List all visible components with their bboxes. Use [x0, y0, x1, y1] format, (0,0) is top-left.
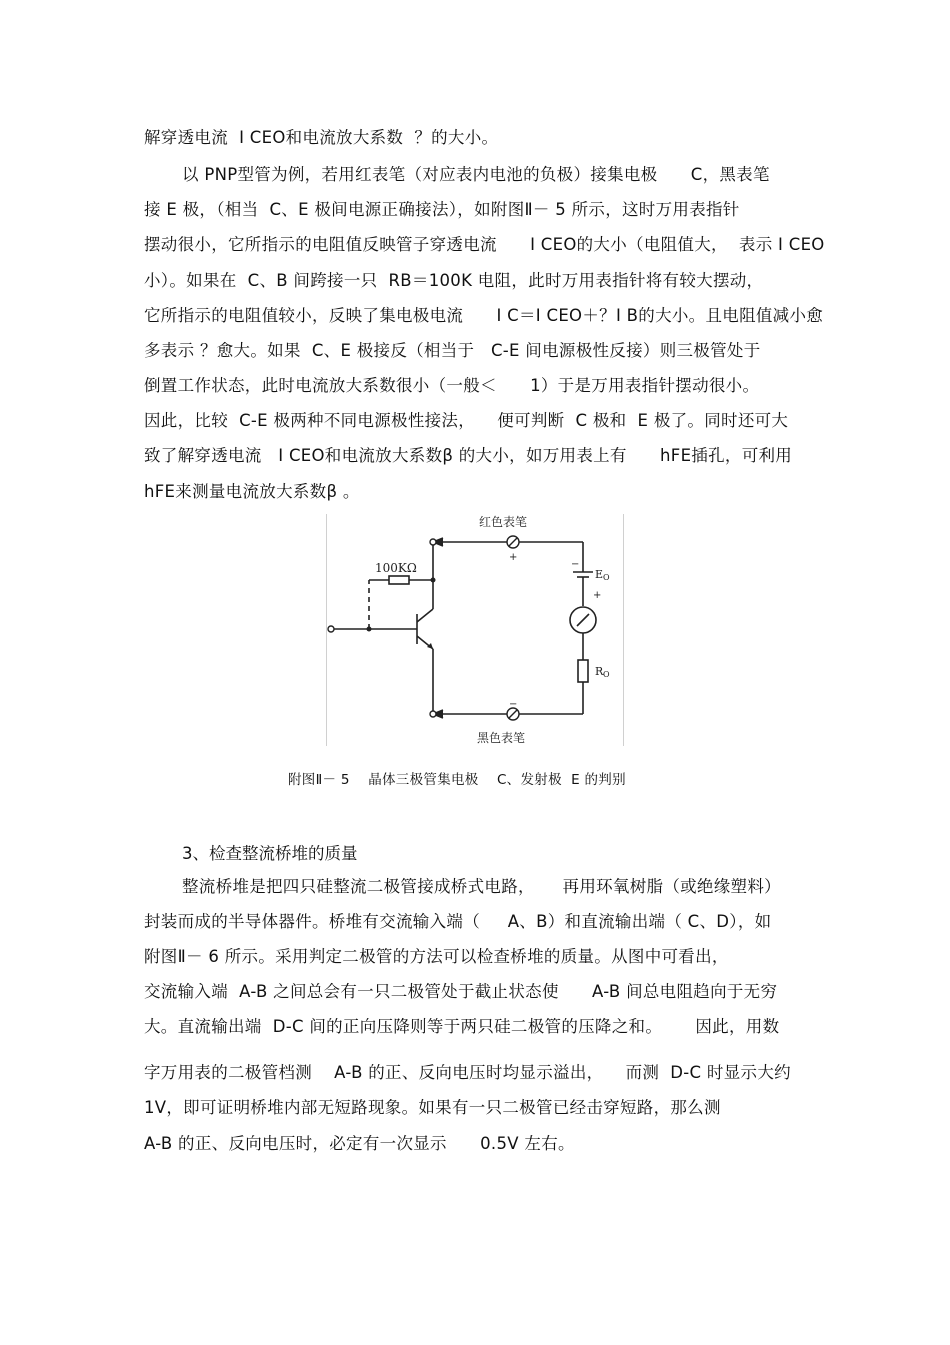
paragraph-line: 附图Ⅱ－ 6 所示。采用判定二极管的方法可以检查桥堆的质量。从图中可看出， [144, 947, 729, 966]
resistor-label: 100KΩ [375, 561, 417, 575]
paragraph-line: 大。直流输出端 D-C 间的正向压降则等于两只硅二极管的压降之和。 因此，用数 [144, 1017, 780, 1036]
figure-caption: 附图Ⅱ－ 5 晶体三极管集电极 C、发射极 E 的判别 [288, 772, 626, 788]
paragraph-line: 交流输入端 A-B 之间总会有一只二极管处于截止状态使 A-B 间总电阻趋向于无穷 [144, 982, 778, 1001]
black-probe-label: 黑色表笔 [477, 731, 526, 745]
section-heading: 3、检查整流桥堆的质量 [182, 844, 358, 863]
battery-plus-sign: + [593, 590, 602, 601]
paragraph-line: 倒置工作状态，此时电流放大系数很小（一般＜ 1）于是万用表指针摆动很小。 [144, 376, 760, 395]
paragraph-line: A-B 的正、反向电压时，必定有一次显示 0.5V 左右。 [144, 1134, 575, 1153]
circuit-diagram [327, 514, 623, 746]
paragraph-line: 封装而成的半导体器件。桥堆有交流输入端（ A、B）和直流输出端（ C、D），如 [144, 912, 772, 931]
paragraph-line: 以 PNP型管为例，若用红表笔（对应表内电池的负极）接集电极 C，黑表笔 [182, 165, 770, 184]
battery-label-sub: O [603, 573, 610, 582]
ro-label-sub: O [603, 670, 610, 679]
paragraph-line: 因此，比较 C-E 极两种不同电源极性接法， 便可判断 C 极和 E 极了。同时还可大 [144, 411, 789, 430]
paragraph-line: 多表示 ？愈大。如果 C、E 极接反（相当于 C-E 间电源极性反接）则三极管处于 [144, 341, 761, 360]
plus-sign: + [509, 552, 518, 563]
paragraph-line: 它所指示的电阻值较小，反映了集电极电流 I C＝I CEO＋？I B的大小。且电阻值减小愈 [144, 306, 824, 325]
ro-label: R [595, 665, 604, 678]
paragraph-line: 摆动很小，它所指示的电阻值反映管子穿透电流 I CEO的大小（电阻值大， 表示 I CEO [144, 235, 825, 254]
paragraph-line: 解穿透电流 I CEO和电流放大系数 ？的大小。 [144, 128, 499, 147]
red-probe-label: 红色表笔 [479, 515, 528, 529]
paragraph-line: 接 E 极，（相当 C、E 极间电源正确接法），如附图Ⅱ－ 5 所示，这时万用表指针 [144, 200, 740, 219]
paragraph-line: 字万用表的二极管档测 A-B 的正、反向电压时均显示溢出， 而测 D-C 时显示大约 [144, 1063, 791, 1082]
circuit-figure [326, 514, 624, 746]
paragraph-line: hFE来测量电流放大系数β 。 [144, 482, 360, 501]
battery-minus-sign: − [571, 559, 580, 570]
paragraph-line: 整流桥堆是把四只硅整流二极管接成桥式电路， 再用环氧树脂（或绝缘塑料） [182, 877, 781, 896]
paragraph-line: 1V，即可证明桥堆内部无短路现象。如果有一只二极管已经击穿短路，那么测 [144, 1098, 721, 1117]
paragraph-line: 小）。如果在 C、B 间跨接一只 RB＝100K 电阻，此时万用表指针将有较大摆动， [144, 271, 764, 290]
paragraph-line: 致了解穿透电流 I CEO和电流放大系数β 的大小，如万用表上有 hFE插孔，可利用 [144, 446, 793, 465]
minus-sign: − [509, 699, 518, 710]
battery-label: E [595, 568, 604, 581]
